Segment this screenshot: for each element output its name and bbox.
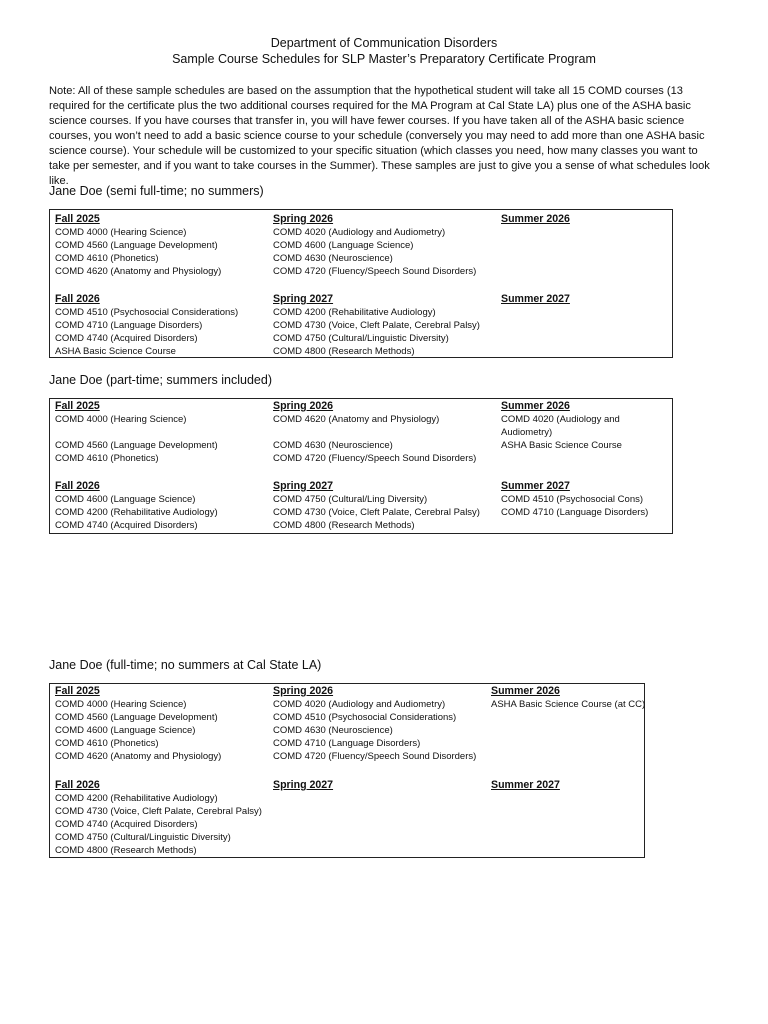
document-title: Sample Course Schedules for SLP Master’s Preparatory Certificate Program (172, 52, 596, 66)
term-heading: Fall 2025 (55, 400, 100, 412)
term-heading: Fall 2026 (55, 293, 100, 305)
course-item: ASHA Basic Science Course (55, 346, 176, 357)
term-column (273, 293, 495, 358)
course-item: COMD 4720 (Fluency/Speech Sound Disorders) (273, 751, 477, 762)
course-item: COMD 4000 (Hearing Science) (55, 227, 187, 238)
term-heading: Spring 2026 (273, 213, 334, 225)
schedule-table (49, 683, 645, 858)
course-item: COMD 4800 (Research Methods) (55, 845, 197, 856)
schedule-heading: Jane Doe (full-time; no summers at Cal State LA) (49, 658, 322, 672)
intro-note: Note: All of these sample schedules are based on the assumption that the hypothetical student will take all 15 COMD courses (13 required for the certificate plus the two additional courses required for the MA Program at Cal State LA) plus one of the ASHA basic science courses. If you have courses that transfer in, you will have fewer courses. If you have taken all of the ASHA basic science courses, you won’t need to add a basic science course to your schedule (conversely you may need to add more than one ASHA basic science course). Your schedule will be customized to your specific situation (which classes you need, how many classes you want to take per semester, and if you want to take courses in the Summer). These samples are just to give you a sense of what schedules look like. (49, 85, 710, 187)
term-heading: Spring 2027 (273, 480, 334, 492)
term-heading: Fall 2025 (55, 685, 100, 697)
course-item: COMD 4600 (Language Science) (273, 240, 414, 251)
term-column (273, 480, 495, 532)
course-item: COMD 4560 (Language Development) (55, 240, 218, 251)
schedule-heading: Jane Doe (part-time; summers included) (49, 373, 272, 387)
course-item: COMD 4020 (Audiology and Audiometry) (273, 227, 446, 238)
course-item: COMD 4510 (Psychosocial Considerations) (55, 307, 239, 318)
course-item: COMD 4720 (Fluency/Speech Sound Disorders) (273, 266, 477, 277)
schedule-heading: Jane Doe (semi full-time; no summers) (49, 184, 264, 198)
course-item: COMD 4000 (Hearing Science) (55, 699, 187, 710)
term-column (55, 480, 267, 532)
course-item: COMD 4620 (Anatomy and Physiology) (273, 414, 440, 425)
course-item: COMD 4710 (Language Disorders) (55, 320, 203, 331)
course-item: ASHA Basic Science Course (at CC) (491, 699, 646, 710)
term-column (501, 213, 667, 226)
term-heading: Summer 2027 (501, 480, 570, 492)
course-item: COMD 4510 (Psychosocial Cons) (501, 494, 644, 505)
term-column (55, 293, 267, 358)
course-item: COMD 4610 (Phonetics) (55, 253, 159, 264)
course-item: COMD 4630 (Neuroscience) (273, 440, 393, 451)
term-heading: Summer 2027 (491, 779, 560, 791)
term-heading: Fall 2026 (55, 779, 100, 791)
term-column (273, 213, 495, 278)
course-item: COMD 4750 (Cultural/Linguistic Diversity) (55, 832, 231, 843)
term-column (273, 685, 485, 763)
course-item: COMD 4710 (Language Disorders) (501, 507, 649, 518)
schedule-table (49, 209, 673, 358)
course-item: COMD 4610 (Phonetics) (55, 453, 159, 464)
course-item: COMD 4600 (Language Science) (55, 725, 196, 736)
course-item: COMD 4020 (Audiology and Audiometry) (273, 699, 446, 710)
term-column (491, 779, 641, 792)
term-heading: Summer 2026 (501, 400, 570, 412)
course-item: COMD 4620 (Anatomy and Physiology) (55, 266, 222, 277)
term-column (501, 480, 667, 519)
course-item: COMD 4800 (Research Methods) (273, 346, 415, 357)
course-item: COMD 4610 (Phonetics) (55, 738, 159, 749)
term-column (501, 293, 667, 306)
course-item: COMD 4200 (Rehabilitative Audiology) (55, 507, 218, 518)
term-column (273, 400, 495, 465)
term-column (55, 400, 267, 465)
term-column (491, 685, 646, 711)
term-heading: Spring 2027 (273, 293, 334, 305)
course-item: ASHA Basic Science Course (501, 440, 622, 451)
course-item: COMD 4720 (Fluency/Speech Sound Disorders) (273, 453, 477, 464)
term-column (55, 779, 267, 857)
course-item: COMD 4750 (Cultural/Linguistic Diversity) (273, 333, 449, 344)
term-heading: Summer 2027 (501, 293, 570, 305)
course-item: COMD 4800 (Research Methods) (273, 520, 415, 531)
course-item: COMD 4560 (Language Development) (55, 712, 218, 723)
term-column (55, 685, 267, 763)
course-item: COMD 4510 (Psychosocial Considerations) (273, 712, 457, 723)
term-heading: Fall 2025 (55, 213, 100, 225)
course-item: COMD 4000 (Hearing Science) (55, 414, 187, 425)
course-item: COMD 4630 (Neuroscience) (273, 253, 393, 264)
course-item: COMD 4620 (Anatomy and Physiology) (55, 751, 222, 762)
course-item: COMD 4710 (Language Disorders) (273, 738, 421, 749)
term-heading: Summer 2026 (491, 685, 560, 697)
course-item: COMD 4730 (Voice, Cleft Palate, Cerebral Palsy) (55, 806, 262, 817)
department-title: Department of Communication Disorders (270, 36, 498, 50)
course-item: COMD 4740 (Acquired Disorders) (55, 333, 198, 344)
schedule-table (49, 398, 673, 534)
term-heading: Spring 2027 (273, 779, 334, 791)
term-heading: Summer 2026 (501, 213, 570, 225)
course-item: COMD 4560 (Language Development) (55, 440, 218, 451)
term-column (55, 213, 267, 278)
course-item: COMD 4740 (Acquired Disorders) (55, 520, 198, 531)
course-item: COMD 4730 (Voice, Cleft Palate, Cerebral Palsy) (273, 320, 480, 331)
course-item: COMD 4750 (Cultural/Ling Diversity) (273, 494, 428, 505)
course-item: COMD 4730 (Voice, Cleft Palate, Cerebral Palsy) (273, 507, 480, 518)
term-column (501, 400, 631, 452)
term-heading: Fall 2026 (55, 480, 100, 492)
course-item: COMD 4630 (Neuroscience) (273, 725, 393, 736)
term-heading: Spring 2026 (273, 685, 334, 697)
course-item: COMD 4600 (Language Science) (55, 494, 196, 505)
course-item: COMD 4740 (Acquired Disorders) (55, 819, 198, 830)
course-item: COMD 4020 (Audiology and Audiometry) (501, 414, 620, 438)
course-item: COMD 4200 (Rehabilitative Audiology) (273, 307, 436, 318)
course-item: COMD 4200 (Rehabilitative Audiology) (55, 793, 218, 804)
term-column (273, 779, 485, 792)
term-heading: Spring 2026 (273, 400, 334, 412)
